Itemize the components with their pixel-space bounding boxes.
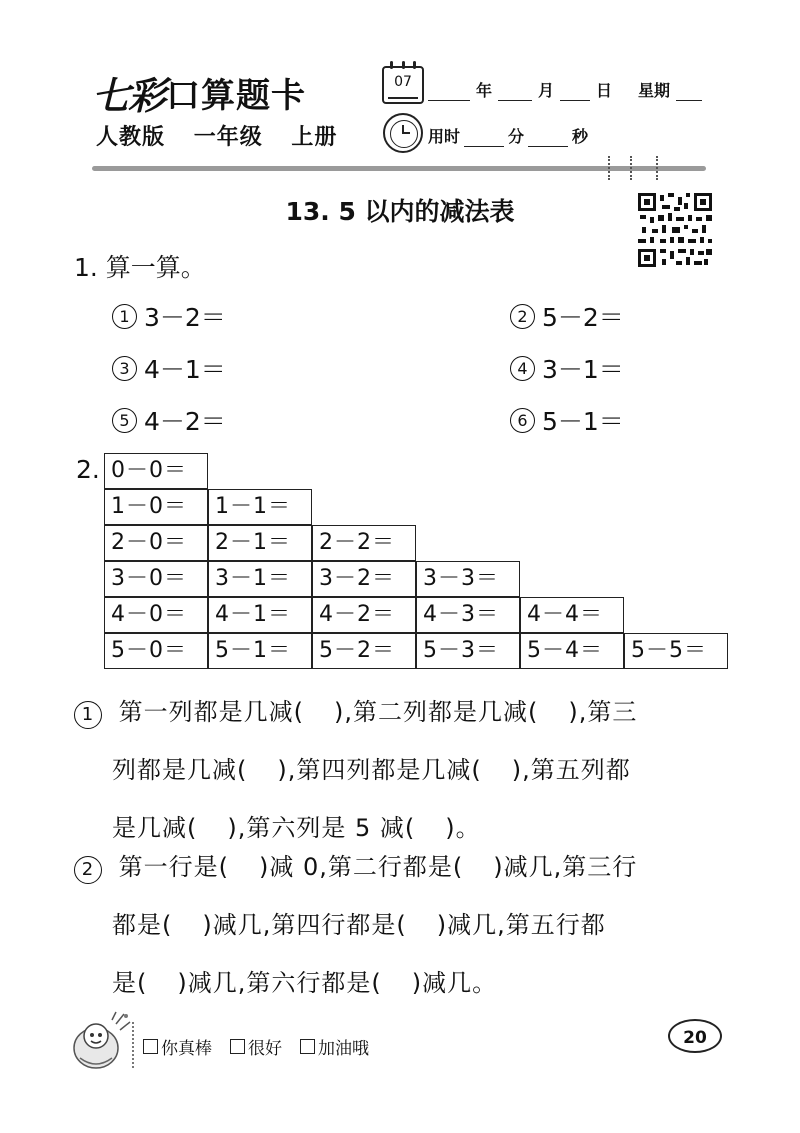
checkbox[interactable] [230,1039,245,1054]
table-cell[interactable]: 3－2＝ [312,561,416,597]
problem-number: 5 [112,408,137,433]
question-2-part-1-line-1: 1 第一列都是几减( ),第二列都是几减( ),第三 [74,683,637,741]
minute-label: 分 [508,127,525,146]
problem-2[interactable] [510,298,624,334]
weekday-label: 星期 [638,81,671,100]
rating-excellent[interactable]: 你真棒 [143,1034,212,1059]
time-line [428,124,592,147]
weekday-blank[interactable] [676,84,702,101]
problem-expression: 4－1＝ [144,355,226,384]
table-cell[interactable]: 4－4＝ [520,597,624,633]
table-cell[interactable]: 1－0＝ [104,489,208,525]
checkbox[interactable] [300,1039,315,1054]
table-cell[interactable]: 5－2＝ [312,633,416,669]
table-cell[interactable]: 4－3＝ [416,597,520,633]
cartoon-mascot-icon [66,1010,136,1074]
problem-number: 6 [510,408,535,433]
question-2-label: 2. [76,455,100,484]
question-2-part-2-line-2: 都是( )减几,第四行都是( )减几,第五行都 [112,911,606,939]
question-1-label: 1. 算一算。 [74,253,206,282]
table-cell[interactable]: 1－1＝ [208,489,312,525]
year-label: 年 [476,81,493,100]
table-cell[interactable]: 3－3＝ [416,561,520,597]
table-cell[interactable]: 5－5＝ [624,633,728,669]
month-blank[interactable] [498,84,532,101]
second-blank[interactable] [528,130,568,147]
table-cell[interactable]: 2－0＝ [104,525,208,561]
edition-line [96,120,357,151]
table-cell[interactable]: 4－2＝ [312,597,416,633]
page-number: 20 [668,1019,722,1053]
question-2-part-1-line-2: 列都是几减( ),第四列都是几减( ),第五列都 [112,756,631,784]
edition-publisher: 人教版 [96,125,166,150]
date-line [428,78,702,101]
part-number: 2 [74,856,102,884]
table-cell[interactable]: 4－0＝ [104,597,208,633]
table-cell[interactable]: 3－1＝ [208,561,312,597]
question-2-part-1-line-3: 是几减( ),第六列是 5 减( )。 [112,814,481,842]
problem-number: 4 [510,356,535,381]
table-cell[interactable]: 2－2＝ [312,525,416,561]
brand-mark: 七彩 [92,72,165,118]
table-cell[interactable]: 4－1＝ [208,597,312,633]
table-cell[interactable]: 5－4＝ [520,633,624,669]
table-cell[interactable]: 5－1＝ [208,633,312,669]
rating-good[interactable]: 很好 [230,1034,282,1059]
problem-expression: 3－2＝ [144,303,226,332]
edition-volume: 上册 [291,125,338,150]
table-cell[interactable]: 5－0＝ [104,633,208,669]
problem-number: 2 [510,304,535,329]
problem-expression: 4－2＝ [144,407,226,436]
table-cell[interactable]: 5－3＝ [416,633,520,669]
problem-1[interactable] [112,298,226,334]
second-label: 秒 [572,127,589,146]
month-label: 月 [538,81,555,100]
problem-expression: 5－1＝ [542,407,624,436]
rating-keep-going[interactable]: 加油哦 [300,1034,369,1059]
clock-icon [383,113,423,153]
calendar-icon [382,66,424,104]
question-2-part-2-line-1: 2 第一行是( )减 0,第二行都是( )减几,第三行 [74,838,637,896]
problem-6[interactable] [510,402,624,438]
problem-expression: 5－2＝ [542,303,624,332]
footer-divider [132,1022,136,1068]
brand-title: 口算题卡 [166,75,307,116]
binder-pins-icon [606,156,666,182]
qr-code-icon[interactable] [638,193,712,267]
problem-4[interactable] [510,350,624,386]
table-cell[interactable]: 0－0＝ [104,453,208,489]
edition-grade: 一年级 [193,125,263,150]
problem-expression: 3－1＝ [542,355,624,384]
year-blank[interactable] [428,84,470,101]
problem-number: 3 [112,356,137,381]
question-2-part-2-line-3: 是( )减几,第六行都是( )减几。 [112,969,498,997]
day-label: 日 [596,81,613,100]
checkbox[interactable] [143,1039,158,1054]
minute-blank[interactable] [464,130,504,147]
calendar-day: 07 [394,74,412,90]
subtraction-table [104,453,726,671]
brand-logo [92,70,307,118]
table-cell[interactable]: 2－1＝ [208,525,312,561]
part-number: 1 [74,701,102,729]
time-used-label: 用时 [428,127,461,146]
problem-3[interactable] [112,350,226,386]
problem-5[interactable] [112,402,226,438]
day-blank[interactable] [560,84,590,101]
lesson-title: 13. 5 以内的减法表 [285,197,515,226]
problem-number: 1 [112,304,137,329]
table-cell[interactable]: 3－0＝ [104,561,208,597]
self-rating [143,1034,387,1059]
